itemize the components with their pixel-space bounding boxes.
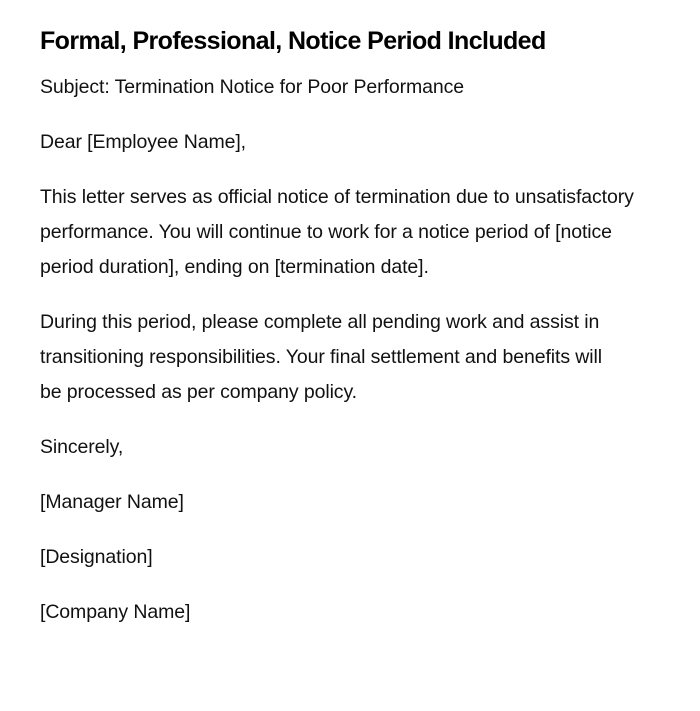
- subject-line: Subject: Termination Notice for Poor Performance: [40, 76, 465, 98]
- salutation: Dear [Employee Name],: [40, 131, 246, 153]
- signature-company-name: [Company Name]: [40, 601, 191, 623]
- closing: Sincerely,: [40, 436, 124, 458]
- signature-manager-name: [Manager Name]: [40, 491, 184, 513]
- body-paragraph-notice: This letter serves as official notice of termination due to unsatisfactory performance. You will continue to work for a notice period of [notice period duration], ending on [termination date].: [40, 186, 634, 278]
- document-title: Formal, Professional, Notice Period Included: [40, 27, 546, 55]
- body-paragraph-transition: During this period, please complete all pending work and assist in transitioning responsibilities. Your final settlement and benefits will be processed as per company policy.: [40, 311, 602, 403]
- signature-designation: [Designation]: [40, 546, 153, 568]
